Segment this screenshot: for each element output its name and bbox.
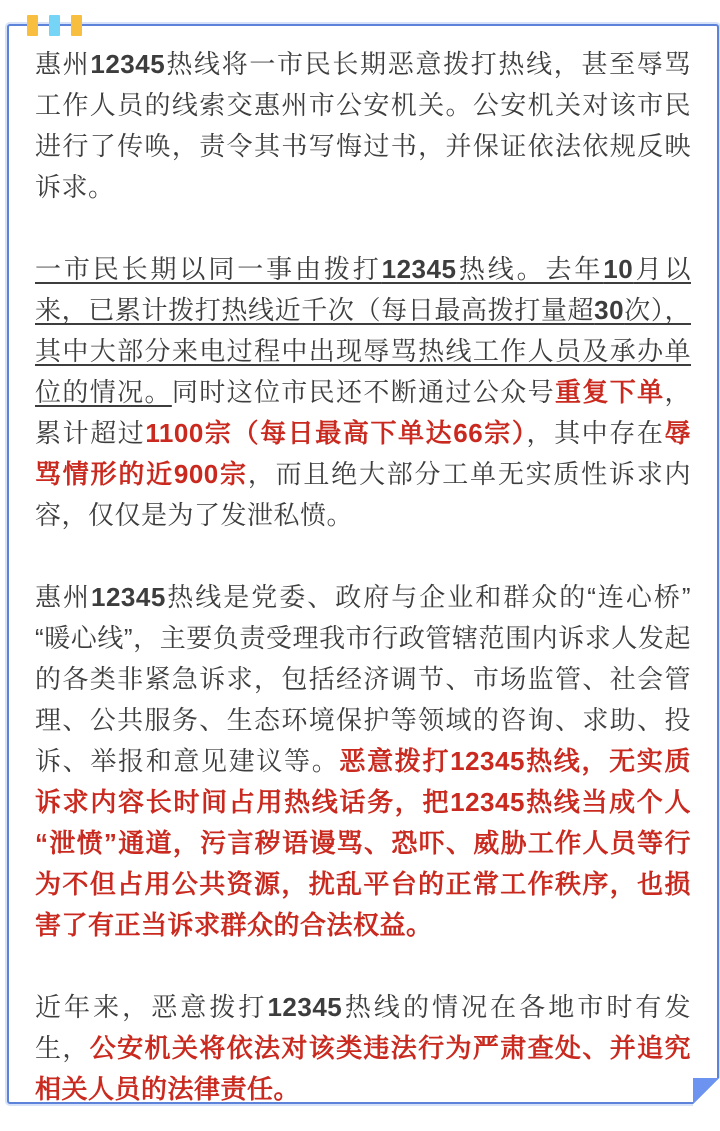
number-text: 12345 — [90, 49, 166, 79]
number-text: 1100 — [145, 418, 204, 448]
text-run-normal: 惠州12345热线是党委、政府与企业和群众的“连心桥”“暖心线”，主要负责受理我市行政管辖范围内诉求人发起的各类非紧急诉求，包括经济调节、市场监管、社会管理、公共服务、生态环境保护等领域的咨询、求助、投诉、举报和意见建议等。 — [35, 582, 691, 776]
article-card — [7, 24, 719, 1104]
text-run-normal: ，而且绝大部分工单无实质性诉求内容，仅仅是为了发泄私愤。 — [35, 459, 691, 530]
accent-bar-yellow-left — [27, 15, 38, 36]
article-body — [35, 44, 691, 1110]
accent-bar-yellow-right — [71, 15, 82, 36]
number-text: 10 — [603, 254, 634, 284]
text-run-normal: 近年来，恶意拨打12345热线的情况在各地市时有发生， — [35, 992, 691, 1063]
text-run-redbold: 辱骂情形的近900宗 — [35, 418, 691, 489]
number-text: 12345 — [267, 992, 343, 1022]
text-run-redbold: 公安机关将依法对该类违法行为严肃查处、并追究相关人员的法律责任。 — [35, 1033, 691, 1104]
text-run-normal: ，其中存在 — [526, 418, 665, 448]
paragraph — [35, 249, 691, 536]
number-text: 30 — [594, 295, 625, 325]
header-accent-bars — [27, 15, 82, 36]
text-run-redbold: 恶意拨打12345热线，无实质诉求内容长时间占用热线话务，把12345热线当成个人“泄愤”通道，污言秽语谩骂、恐吓、威胁工作人员等行为不但占用公共资源，扰乱平台的正常工作秩序，也损害了有正当诉求群众的合法权益。 — [35, 746, 691, 940]
number-text: 12345 — [381, 254, 457, 284]
number-text: 12345 — [450, 746, 525, 776]
text-run-normal: 同时这位市民还不断通过公众号 — [171, 377, 555, 407]
accent-bar-blue-middle — [49, 15, 60, 36]
number-text: 12345 — [450, 787, 525, 817]
paragraph — [35, 987, 691, 1110]
folded-page-corner-icon — [693, 1078, 719, 1104]
text-run-normal: 惠州12345热线将一市民长期恶意拨打热线，甚至辱骂工作人员的线索交惠州市公安机关。公安机关对该市民进行了传唤，责令其书写悔过书，并保证依法依规反映诉求。 — [35, 49, 691, 202]
number-text: 12345 — [91, 582, 166, 612]
text-run-normal: ，累计超过 — [35, 377, 691, 448]
text-run-underline: 一市民长期以同一事由拨打12345热线。去年10月以来，已累计拨打热线近千次（每日最高拨打量超30次），其中大部分来电过程中出现辱骂热线工作人员及承办单位的情况。 — [35, 254, 691, 407]
text-run-redbold: 重复下单 — [554, 377, 665, 407]
text-run-redbold: 1100宗（每日最高下单达66宗） — [145, 418, 527, 448]
corner-fold-decoration — [693, 1078, 720, 1106]
paragraph — [35, 44, 691, 208]
number-text: 66 — [453, 418, 484, 448]
paragraph — [35, 577, 691, 946]
number-text: 900 — [173, 459, 219, 489]
